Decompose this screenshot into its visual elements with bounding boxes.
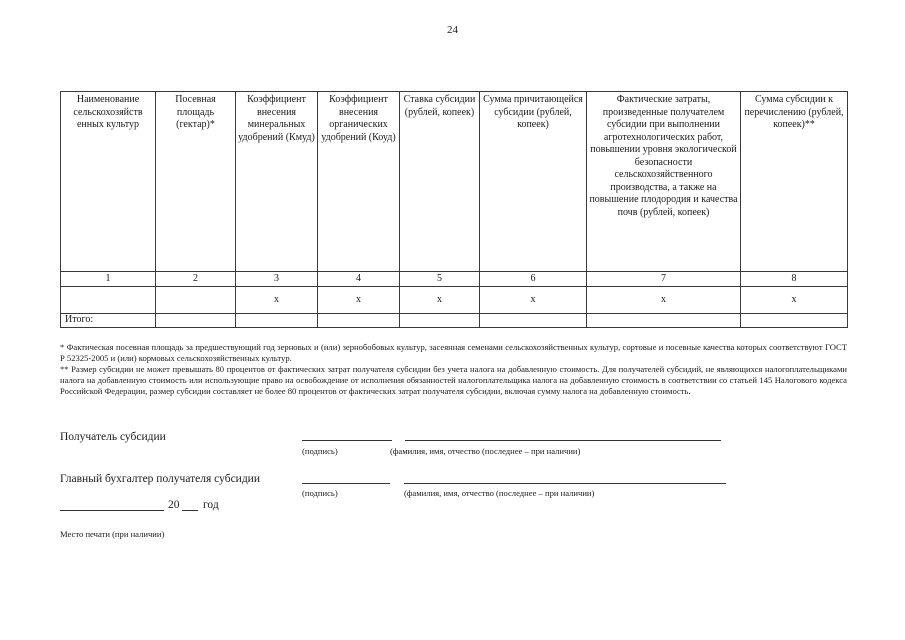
table-cell: x (587, 287, 741, 314)
recipient-name-line (405, 440, 721, 441)
accountant-signature-line (302, 483, 390, 484)
header-crop-name: Наименование сельскохозяйств енных культур (61, 92, 156, 272)
header-subsidy-due: Сумма причитающейся субсидии (рублей, копеек) (480, 92, 587, 272)
header-subsidy-transfer: Сумма субсидии к перечислению (рублей, копеек)** (741, 92, 848, 272)
total-label: Итого: (61, 314, 156, 328)
date-day-month-line (60, 510, 164, 511)
date-year-word: год (203, 499, 219, 511)
column-number: 4 (318, 272, 400, 287)
table-cell (236, 314, 318, 328)
date-century: 20 (168, 499, 180, 511)
table-cell (480, 314, 587, 328)
footnotes (60, 342, 847, 397)
footnote-subsidy-limit: ** Размер субсидии не может превышать 80 процентов от фактических затрат получателя субсидии без учета налога на добавленную стоимость. Для получателей субсидий, не являющихся налогоплательщиками налога на добавленную стоимость или использующие право на освобождение от исполнения обязанностей налогоплательщика налога на добавленную стоимость в соответствии со статьей 145 Налогового кодекса Российской Федерации, размер субсидии составляет не более 80 процентов от фактических затрат получателя субсидии, включая сумму налога на добавленную стоимость. (60, 364, 847, 396)
table-cell (156, 314, 236, 328)
stamp-note: Место печати (при наличии) (60, 529, 165, 539)
table-cell: x (318, 287, 400, 314)
column-number: 3 (236, 272, 318, 287)
header-sown-area: Посевная площадь (гектар)* (156, 92, 236, 272)
table-cell (400, 314, 480, 328)
table-cell (61, 287, 156, 314)
table-cell (318, 314, 400, 328)
header-mineral-coef: Коэффициент внесения минеральных удобрений (Кмуд) (236, 92, 318, 272)
table-cell (156, 287, 236, 314)
table-header-row (61, 92, 848, 272)
subsidy-table (60, 91, 848, 328)
table-cell: x (741, 287, 848, 314)
recipient-signature-line (302, 440, 392, 441)
recipient-name-caption: (фамилия, имя, отчество (последнее – при наличии) (390, 446, 581, 456)
footnote-sown-area: * Фактическая посевная площадь за предшествующий год зерновых и (или) зернобобовых культур, засеянная семенами сельскохозяйственных культур, сортовые и посевные качества которых соответствуют ГОСТ Р 52325-2005 и (или) кормовых сельскохозяйственных культур. (60, 342, 847, 363)
accountant-signature-caption: (подпись) (302, 488, 338, 498)
accountant-name-caption: (фамилия, имя, отчество (последнее – при наличии) (404, 488, 595, 498)
page-number: 24 (447, 24, 458, 36)
table-cell (741, 314, 848, 328)
table-row (61, 287, 848, 314)
accountant-label: Главный бухгалтер получателя субсидии (60, 473, 260, 485)
column-number: 6 (480, 272, 587, 287)
column-number: 7 (587, 272, 741, 287)
column-number: 1 (61, 272, 156, 287)
recipient-signature-caption: (подпись) (302, 446, 338, 456)
table-cell: x (480, 287, 587, 314)
column-number: 2 (156, 272, 236, 287)
table-cell (587, 314, 741, 328)
column-number: 5 (400, 272, 480, 287)
date-year-line (182, 510, 198, 511)
header-actual-costs: Фактические затраты, произведенные получателем субсидии при выполнении агротехнологических работ, повышении уровня экологической безопасности сельскохозяйственного производства, а также на повышение плодородия и качества почв (рублей, копеек) (587, 92, 741, 272)
total-row (61, 314, 848, 328)
column-number-row (61, 272, 848, 287)
column-number: 8 (741, 272, 848, 287)
table-cell: x (236, 287, 318, 314)
table-cell: x (400, 287, 480, 314)
header-organic-coef: Коэффициент внесения органических удобрений (Коуд) (318, 92, 400, 272)
accountant-name-line (404, 483, 726, 484)
recipient-label: Получатель субсидии (60, 431, 166, 443)
header-subsidy-rate: Ставка субсидии (рублей, копеек) (400, 92, 480, 272)
